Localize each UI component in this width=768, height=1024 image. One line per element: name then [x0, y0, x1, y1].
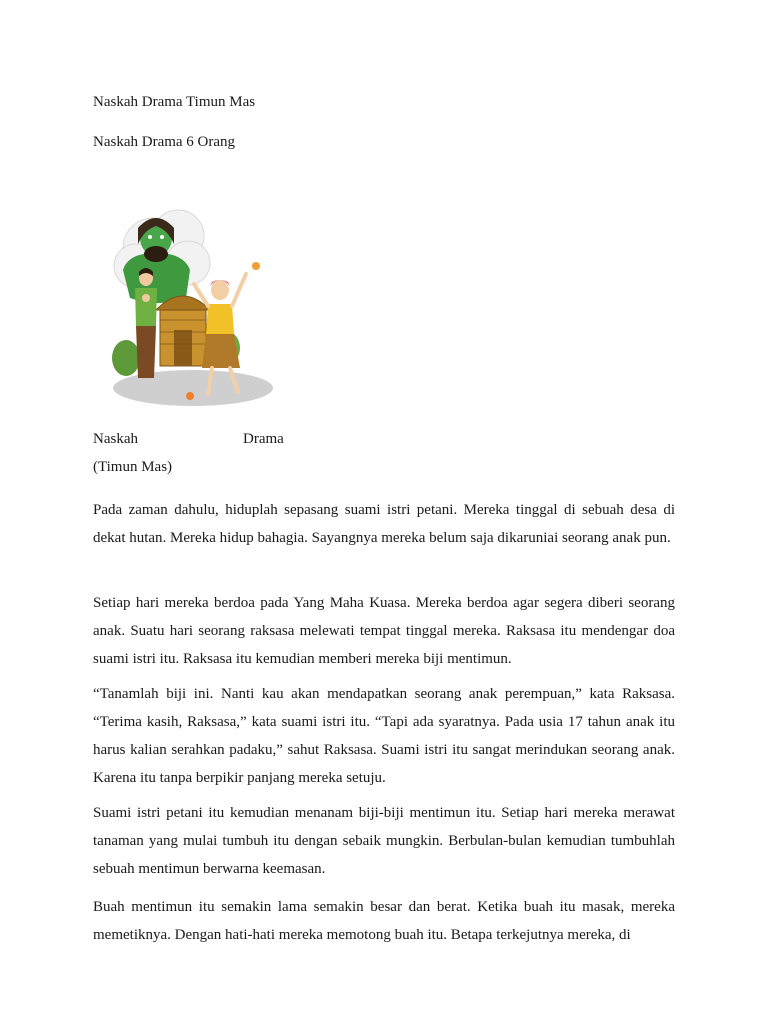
heading-timun-mas: (Timun Mas) [93, 459, 173, 475]
paragraph: Pada zaman dahulu, hiduplah sepasang suami istri petani. Mereka tinggal di sebuah desa di dekat hutan. Mereka hidup bahagia. Sayangnya mereka belum saja dikaruniai seorang anak pun. [93, 502, 675, 546]
bush-left [112, 340, 140, 376]
paragraph: “Tanamlah biji ini. Nanti kau akan mendapatkan seorang anak perempuan,” kata Raksasa. “Terima kasih, Raksasa,” kata suami istri itu. “Tapi ada syaratnya. Pada usia 17 tahun anak itu harus kalian serahkan padaku,” sahut Raksasa. Suami istri itu sangat merindukan seorang anak. Karena itu tanpa berpikir panjang mereka setuju. [93, 686, 675, 786]
heading-word-drama: Drama [243, 431, 284, 447]
paragraph: Suami istri petani itu kemudian menanam biji-biji mentimun itu. Setiap hari mereka merawat tanaman yang mulai tumbuh itu dengan sebaik mungkin. Berbulan-bulan kemudian tumbuhlah sebuah mentimun berwarna keemasan. [93, 805, 675, 877]
paragraph: Setiap hari mereka berdoa pada Yang Maha Kuasa. Mereka berdoa agar segera diberi seorang anak. Suatu hari seorang raksasa melewati tempat tinggal mereka. Raksasa itu mendengar doa suami istri itu. Raksasa itu kemudian memberi mereka biji mentimun. [93, 595, 675, 667]
timun-mas-illustration [108, 208, 278, 413]
document-subtitle: Naskah Drama 6 Orang [93, 134, 236, 150]
house [156, 296, 210, 366]
ground-shadow [113, 370, 273, 406]
heading-word-naskah: Naskah [93, 431, 138, 447]
paragraph: Buah mentimun itu semakin lama semakin besar dan berat. Ketika buah itu masak, mereka memetiknya. Dengan hati-hati mereka memotong buah itu. Betapa terkejutnya mereka, di [93, 899, 675, 943]
document-title: Naskah Drama Timun Mas [93, 94, 256, 110]
butterfly-icon [252, 262, 260, 270]
flower-icon [186, 392, 194, 400]
